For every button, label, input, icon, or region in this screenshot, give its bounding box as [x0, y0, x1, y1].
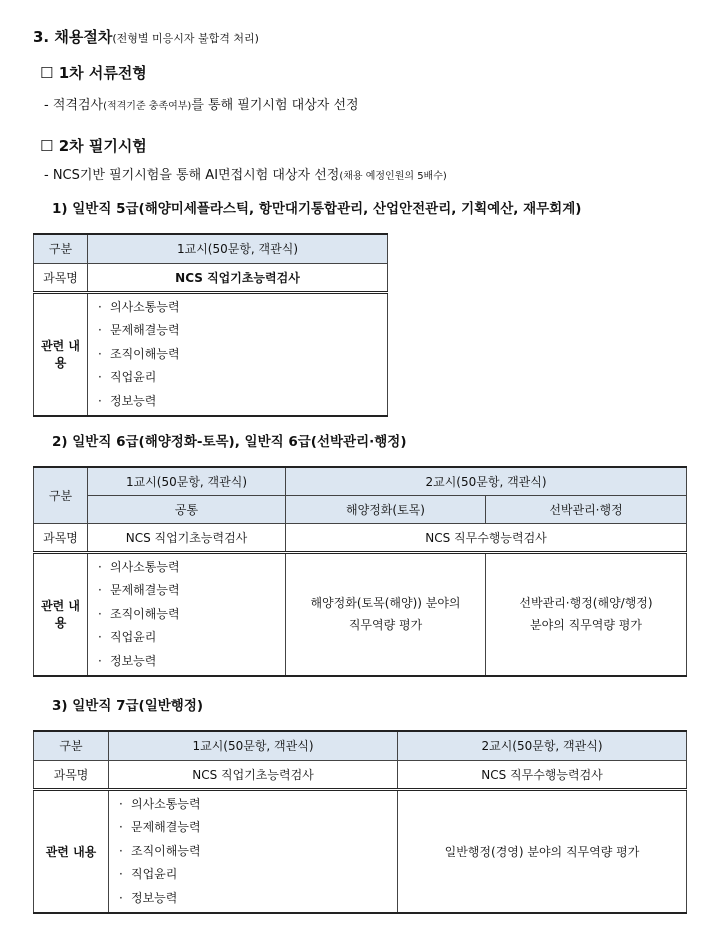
common-header: 공통: [88, 495, 286, 523]
exam3-table: [33, 730, 687, 914]
competency-list: [90, 556, 283, 674]
list-item: · 직업윤리: [98, 366, 385, 390]
section-note: (전형별 미응시자 불합격 처리): [112, 32, 259, 45]
section-title: 3. 채용절차(전형별 미응시자 불합격 처리): [33, 28, 259, 46]
exam1-table: [33, 233, 388, 417]
stage2-title: 2차 필기시험: [58, 137, 147, 155]
content-items-cell: [109, 789, 398, 913]
subject1-cell: NCS 직업기초능력검사: [88, 263, 388, 292]
period2-header: 2교시(50문항, 객관식): [398, 731, 687, 760]
content-label: 관련 내용: [34, 789, 109, 913]
content-label: 관련 내용: [34, 292, 88, 416]
checkbox-marker-icon: ☐: [40, 137, 54, 155]
exam3-title: 3) 일반직 7급(일반행정): [52, 698, 204, 714]
stage2-heading: [40, 135, 147, 156]
general-admin-description: 일반행정(경영) 분야의 직무역량 평가: [398, 789, 687, 913]
list-item: · 조직이해능력: [98, 603, 283, 627]
list-item: · 의사소통능력: [119, 793, 395, 817]
subject2-cell: NCS 직무수행능력검사: [286, 523, 687, 552]
field-b-header: 선박관리·행정: [486, 495, 687, 523]
list-item: · 직업윤리: [119, 863, 395, 887]
header-cell: 구분: [34, 234, 88, 263]
list-item: · 직업윤리: [98, 626, 283, 650]
list-item: · 의사소통능력: [98, 296, 385, 320]
list-item: · 문제해결능력: [98, 319, 385, 343]
field-a-header: 해양정화(토목): [286, 495, 486, 523]
subject1-cell: NCS 직업기초능력검사: [109, 760, 398, 789]
exam2-table: [33, 466, 687, 677]
content-items-cell: [88, 292, 388, 416]
subject2-cell: NCS 직무수행능력검사: [398, 760, 687, 789]
subject-label: 과목명: [34, 760, 109, 789]
list-item: · 정보능력: [98, 650, 283, 674]
subject-label: 과목명: [34, 523, 88, 552]
competency-list: [111, 793, 395, 911]
list-item: · 정보능력: [98, 390, 385, 414]
subject-label: 과목명: [34, 263, 88, 292]
list-item: · 조직이해능력: [98, 343, 385, 367]
period2-header: 2교시(50문항, 객관식): [286, 467, 687, 495]
header-cell: 구분: [34, 731, 109, 760]
list-item: · 의사소통능력: [98, 556, 283, 580]
period1-header: 1교시(50문항, 객관식): [88, 467, 286, 495]
content-items-cell: [88, 552, 286, 676]
stage1-heading: [40, 62, 147, 83]
header-cell: 구분: [34, 467, 88, 523]
content-label: 관련 내용: [34, 552, 88, 676]
exam2-title: 2) 일반직 6급(해양정화-토목), 일반직 6급(선박관리·행정): [52, 434, 407, 450]
list-item: · 문제해결능력: [98, 579, 283, 603]
period1-header: 1교시(50문항, 객관식): [88, 234, 388, 263]
stage2-description: - NCS기반 필기시험을 통해 AI면접시험 대상자 선정(채용 예정인원의 5배수): [44, 168, 447, 183]
list-item: · 정보능력: [119, 887, 395, 911]
exam1-title: 1) 일반직 5급(해양미세플라스틱, 항만대기통합관리, 산업안전관리, 기획예산, 재무회계): [52, 201, 582, 217]
checkbox-marker-icon: ☐: [40, 64, 54, 82]
stage1-description: - 적격검사(적격기준 충족여부)를 통해 필기시험 대상자 선정: [44, 98, 359, 113]
field-a-description: 해양정화(토목(해양)) 분야의 직무역량 평가: [286, 552, 486, 676]
field-b-description: 선박관리·행정(해양/행정) 분야의 직무역량 평가: [486, 552, 687, 676]
list-item: · 문제해결능력: [119, 816, 395, 840]
list-item: · 조직이해능력: [119, 840, 395, 864]
period1-header: 1교시(50문항, 객관식): [109, 731, 398, 760]
subject1-cell: NCS 직업기초능력검사: [88, 523, 286, 552]
stage1-title: 1차 서류전형: [58, 64, 147, 82]
competency-list: [90, 296, 385, 414]
